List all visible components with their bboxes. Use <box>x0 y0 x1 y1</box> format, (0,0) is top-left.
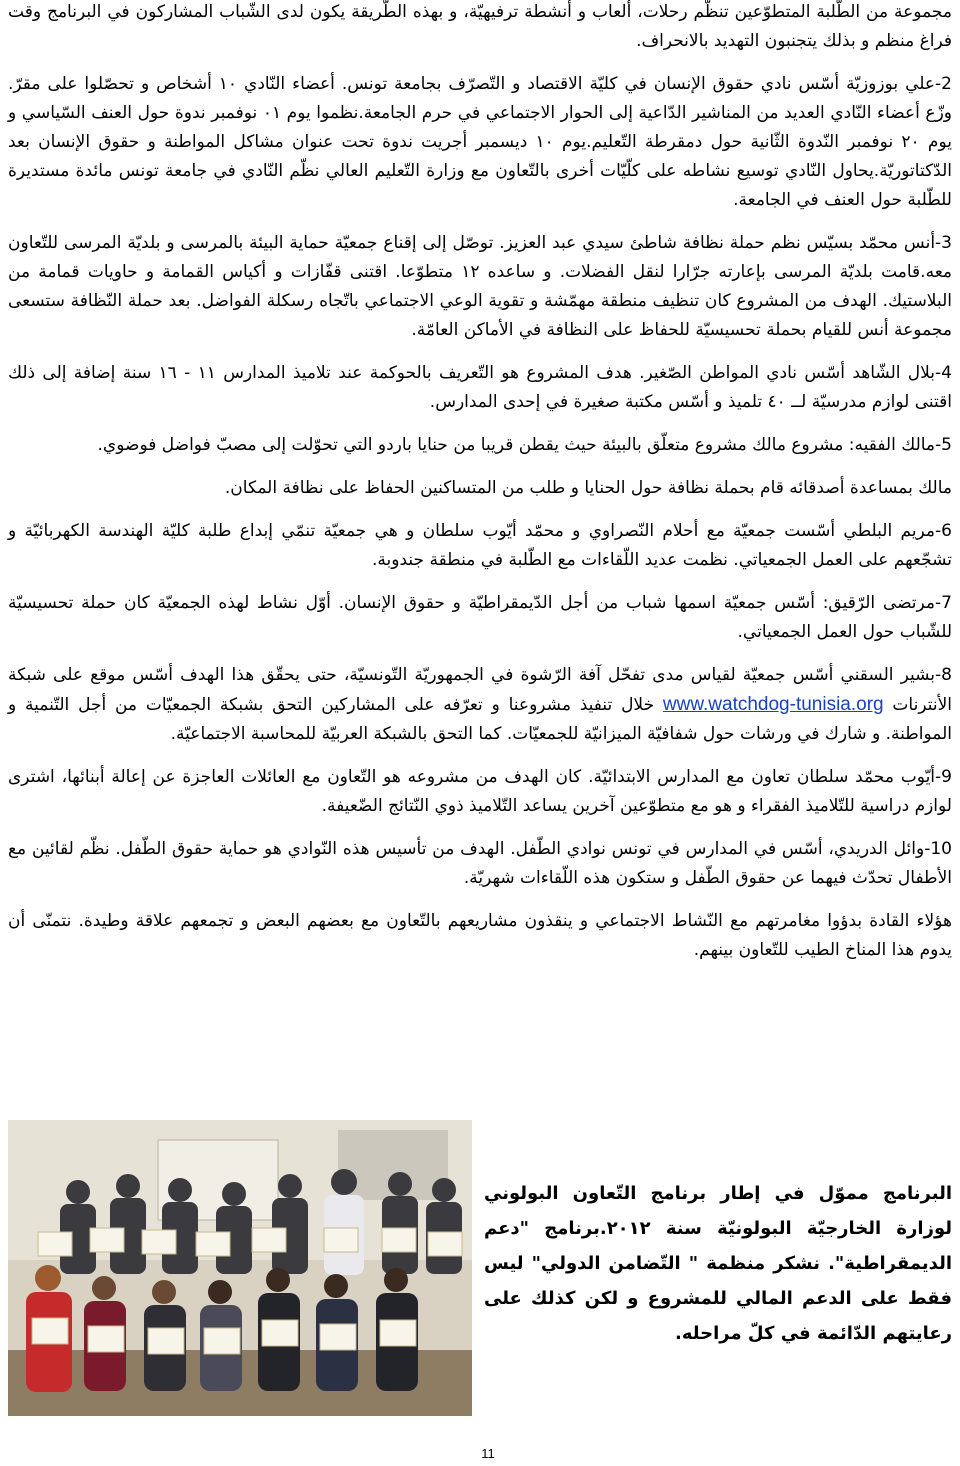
paragraph-item-5-cont: مالك بمساعدة أصدقائه قام بحملة نظافة حول الحنايا و طلب من المتساكنين الحفاظ على نظافة المكان. <box>224 478 952 498</box>
bottom-section <box>8 1120 952 1420</box>
paragraph-intro: مجموعة من الطّلبة المتطوّعين تنظّم رحلات، ألعاب و أنشطة ترفيهيّة، و بهذه الطّريقة يكون لدى الشّباب المشاركون في البرنامج وقت فراغ منظم و بذلك يتجنبون التهديد بالانحراف. <box>8 2 952 51</box>
paragraph-item-8 <box>8 661 952 749</box>
paragraph-item-7: 7-مرتضى الرّقيق: أسّس جمعيّة اسمها شباب من أجل الدّيمقراطيّة و حقوق الإنسان. أوّل نشاط لهذه الجمعيّة كان حملة تحسيسيّة للشّباب حول العمل الجمعياتي. <box>8 593 952 642</box>
watchdog-link[interactable]: www.watchdog-tunisia.org <box>662 694 884 715</box>
paragraph-conclusion: هؤلاء القادة بدؤوا مغامرتهم مع النّشاط الاجتماعي و ينقذون مشاريعهم بالتّعاون مع بعضهم البعض و تجمعهم علاقة وطيدة. نتمنّى أن يدوم هذا المناخ الطيب للتّعاون بينهم. <box>8 911 952 960</box>
paragraph-item-9: 9-أيّوب محمّد سلطان تعاون مع المدارس الابتدائيّة. كان الهدف من مشروعه هو التّعاون مع العائلات العاجزة عن إعالة أبنائها، اشترى لوازم دراسية للتّلاميذ الفقراء و هو مع متطوّعين آخرين يساعد التّلاميذ ذوي النّتائج الضّعيفة. <box>8 767 952 816</box>
paragraph-item-3: 3-أنس محمّد بسيّس نظم حملة نظافة شاطئ سيدي عبد العزيز. توصّل إلى إقناع جمعيّة حماية البيئة بالمرسى و بلديّة المرسى للتّعاون معه.قامت بلديّة المرسى بإعارته جرّارا لنقل الفضلات. و ساعده ١٢ متطوّعا. اقتنى قفّازات و أكياس القمامة و حاويات قمامة من البلاستيك. الهدف من المشروع كان تنظيف منطقة مهمّشة و تقوية الوعي الاجتماعي باتّجاه رسكلة الفواضل. بعد حملة النّظافة ستسعى مجموعة أنس للقيام بحملة تحسيسيّة للحفاظ على النظافة في الأماكن العامّة. <box>8 233 952 340</box>
paragraph-item-8-after: خلال تنفيذ مشروعنا و تعرّفه على المشاركين التحق بشبكة الجمعيّات من أجل التّنمية و المواطنة. و شارك في ورشات حول شفافيّة الميزانيّة للجمعيّات. كما التحق بالشبكة العربيّة للمحاسبة الاجتماعيّة. <box>8 695 952 744</box>
paragraph-item-5: 5-مالك الفقيه: مشروع مالك مشروع متعلّق بالبيئة حيث يقطن قريبا من حنايا باردو التي تحوّلت إلى مصبّ فواضل فوضوي. <box>97 435 952 455</box>
paragraph-item-2: 2-علي بوزوزيّة أسّس نادي حقوق الإنسان في كليّة الاقتصاد و التّصرّف بجامعة تونس. أعضاء النّادي ١٠ أشخاص و تحصّلوا على مقرّ. وزّع أعضاء النّادي العديد من المناشير الدّاعية إلى الحوار الاجتماعي في حرم الجامعة.نظموا يوم ٠١ نوفمبر ندوة حول العنف السّياسي و يوم ٢٠ نوفمبر النّدوة الثّانية حول دمقرطة التّعليم.يوم ١٠ ديسمبر أجريت ندوة تحت عنوان مشاكل المواطنة و حقوق الإنسان بعد الدّكتاتوريّة.يحاول النّادي توسيع نشاطه على كلّيّات أخرى بالتّعاون مع وزارة التّعليم العالي نظّم النّادي في جامعة تونس مائدة مستديرة للطّلبة حول العنف في الجامعة. <box>8 74 952 210</box>
funding-caption: البرنامج مموّل في إطار برنامج التّعاون البولوني لوزارة الخارجيّة البولونيّة سنة ٢٠١٢.برنامج "دعم الديمقراطية". نشكر منظمة " التّضامن الدولي" ليس فقط على الدعم المالي للمشروع و لكن كذلك على رعايتهم الدّائمة في كلّ مراحله. <box>484 1183 952 1344</box>
group-photo <box>8 1120 472 1416</box>
paragraph-item-6: 6-مريم البلطي أسّست جمعيّة مع أحلام النّصراوي و محمّد أيّوب سلطان و هي جمعيّة تنمّي إبداع طلبة كليّة الهندسة الكهربائيّة و تشجّعهم على العمل الجمعياتي. نظمت عديد اللّقاءات مع الطّلبة في منطقة جندوبة. <box>8 521 952 570</box>
page <box>8 0 952 1466</box>
paragraph-item-8-before: 8-بشير السقني أسّس جمعيّة لقياس مدى تفحّل آفة الرّشوة في الجمهوريّة التّونسيّة، حتى يحقّق هذا الهدف أسّس موقع على شبكة الأنترنات <box>8 665 952 715</box>
page-number: 11 <box>481 1446 495 1461</box>
paragraph-item-4: 4-بلال الشّاهد أسّس نادي المواطن الصّغير. هدف المشروع هو التّعريف بالحوكمة عند تلاميذ المدارس ١١ - ١٦ سنة إضافة إلى ذلك اقتنى لوازم مدرسيّة لــ ٤٠ تلميذ و أسّس مكتبة صغيرة في إحدى المدارس. <box>8 363 952 412</box>
article-body <box>8 0 952 965</box>
paragraph-item-10: 10-وائل الدريدي، أسّس في المدارس في تونس نوادي الطّفل. الهدف من تأسيس هذه النّوادي هو حماية حقوق الطّفل. نظّم لقائين مع الأطفال تحدّث فيهما عن حقوق الطّفل و ستكون هذه اللّقاءات شهريّة. <box>8 839 952 888</box>
group-photo-icon <box>8 1120 472 1416</box>
